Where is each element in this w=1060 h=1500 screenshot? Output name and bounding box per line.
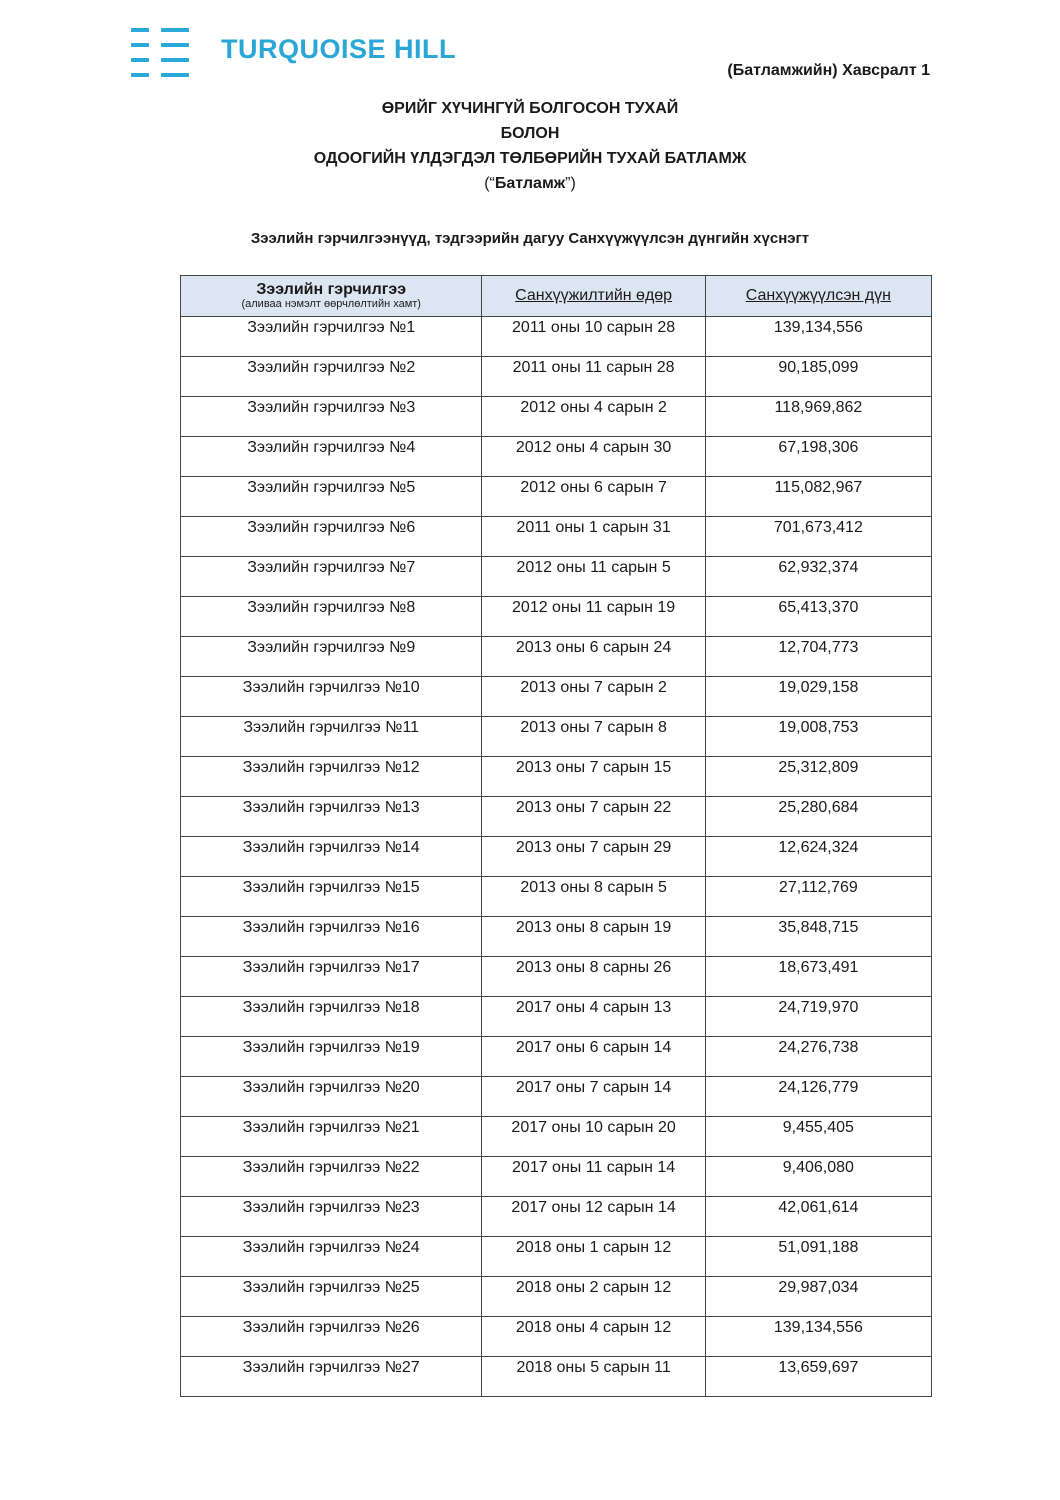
table-row — [181, 1317, 932, 1357]
column-header-date: Санхүүжилтийн өдөр — [482, 276, 705, 317]
cell-certificate: Зээлийн гэрчилгээ №18 — [181, 997, 482, 1037]
cell-amount: 51,091,188 — [705, 1237, 931, 1277]
table-row — [181, 557, 932, 597]
cell-date: 2013 оны 7 сарын 8 — [482, 717, 705, 757]
table-row — [181, 997, 932, 1037]
cell-date: 2013 оны 8 сарын 19 — [482, 917, 705, 957]
cell-amount: 13,659,697 — [705, 1357, 931, 1397]
cell-certificate: Зээлийн гэрчилгээ №6 — [181, 517, 482, 557]
table-row — [181, 597, 932, 637]
cell-amount: 19,008,753 — [705, 717, 931, 757]
cell-certificate: Зээлийн гэрчилгээ №16 — [181, 917, 482, 957]
cell-amount: 62,932,374 — [705, 557, 931, 597]
table-row — [181, 1077, 932, 1117]
cell-certificate: Зээлийн гэрчилгээ №21 — [181, 1117, 482, 1157]
cell-amount: 29,987,034 — [705, 1277, 931, 1317]
cell-certificate: Зээлийн гэрчилгээ №25 — [181, 1277, 482, 1317]
cell-date: 2012 оны 11 сарын 5 — [482, 557, 705, 597]
cell-date: 2013 оны 7 сарын 15 — [482, 757, 705, 797]
cell-date: 2017 оны 4 сарын 13 — [482, 997, 705, 1037]
table-row — [181, 917, 932, 957]
cell-amount: 18,673,491 — [705, 957, 931, 997]
table-row — [181, 437, 932, 477]
cell-certificate: Зээлийн гэрчилгээ №1 — [181, 317, 482, 357]
table-row — [181, 397, 932, 437]
cell-amount: 35,848,715 — [705, 917, 931, 957]
cell-date: 2017 оны 6 сарын 14 — [482, 1037, 705, 1077]
cell-certificate: Зээлийн гэрчилгээ №19 — [181, 1037, 482, 1077]
cell-date: 2012 оны 6 сарын 7 — [482, 477, 705, 517]
title-line-4: (“Батламж”) — [484, 175, 576, 192]
cell-certificate: Зээлийн гэрчилгээ №22 — [181, 1157, 482, 1197]
cell-date: 2017 оны 11 сарын 14 — [482, 1157, 705, 1197]
cell-certificate: Зээлийн гэрчилгээ №8 — [181, 597, 482, 637]
cell-certificate: Зээлийн гэрчилгээ №5 — [181, 477, 482, 517]
cell-amount: 12,704,773 — [705, 637, 931, 677]
table-row — [181, 797, 932, 837]
column-header-certificate: Зээлийн гэрчилгээ (аливаа нэмэлт өөрчлөлтийн хамт) — [181, 276, 482, 317]
table-row — [181, 1037, 932, 1077]
cell-certificate: Зээлийн гэрчилгээ №4 — [181, 437, 482, 477]
cell-amount: 25,312,809 — [705, 757, 931, 797]
cell-certificate: Зээлийн гэрчилгээ №27 — [181, 1357, 482, 1397]
table-row — [181, 1277, 932, 1317]
cell-date: 2018 оны 2 сарын 12 — [482, 1277, 705, 1317]
cell-date: 2017 оны 10 сарын 20 — [482, 1117, 705, 1157]
column-header-amount: Санхүүжүүлсэн дүн — [705, 276, 931, 317]
turquoise-hill-logo-icon — [131, 26, 189, 78]
table-row — [181, 637, 932, 677]
cell-certificate: Зээлийн гэрчилгээ №7 — [181, 557, 482, 597]
title-line-3: ОДООГИЙН ҮЛДЭГДЭЛ ТӨЛБӨРИЙН ТУХАЙ БАТЛАМЖ — [313, 150, 747, 167]
cell-certificate: Зээлийн гэрчилгээ №3 — [181, 397, 482, 437]
cell-certificate: Зээлийн гэрчилгээ №15 — [181, 877, 482, 917]
cell-amount: 25,280,684 — [705, 797, 931, 837]
table-row — [181, 957, 932, 997]
column-header-certificate-note: (аливаа нэмэлт өөрчлөлтийн хамт) — [241, 297, 421, 310]
title-line-1: ӨРИЙГ ХҮЧИНГҮЙ БОЛГОСОН ТУХАЙ — [381, 100, 679, 117]
table-row — [181, 517, 932, 557]
cell-date: 2018 оны 4 сарын 12 — [482, 1317, 705, 1357]
cell-date: 2013 оны 8 сарны 26 — [482, 957, 705, 997]
cell-certificate: Зээлийн гэрчилгээ №13 — [181, 797, 482, 837]
loan-certificates-table — [180, 275, 932, 1397]
document-title — [0, 96, 1060, 196]
table-row — [181, 757, 932, 797]
annex-label: (Батламжийн) Хавсралт 1 — [727, 62, 930, 79]
cell-amount: 139,134,556 — [705, 317, 931, 357]
table-row — [181, 1357, 932, 1397]
logo-text: TURQUOISE HILL — [221, 34, 456, 64]
cell-amount: 12,624,324 — [705, 837, 931, 877]
table-header-row — [181, 276, 932, 317]
cell-amount: 118,969,862 — [705, 397, 931, 437]
company-logo — [131, 24, 456, 80]
cell-amount: 139,134,556 — [705, 1317, 931, 1357]
table-caption: Зээлийн гэрчилгээнүүд, тэдгээрийн дагуу Санхүүжүүлсэн дүнгийн хүснэгт — [250, 230, 810, 247]
cell-date: 2013 оны 7 сарын 2 — [482, 677, 705, 717]
cell-certificate: Зээлийн гэрчилгээ №20 — [181, 1077, 482, 1117]
cell-date: 2012 оны 4 сарын 2 — [482, 397, 705, 437]
cell-amount: 19,029,158 — [705, 677, 931, 717]
cell-date: 2013 оны 7 сарын 22 — [482, 797, 705, 837]
cell-amount: 701,673,412 — [705, 517, 931, 557]
cell-certificate: Зээлийн гэрчилгээ №11 — [181, 717, 482, 757]
cell-certificate: Зээлийн гэрчилгээ №9 — [181, 637, 482, 677]
table-row — [181, 717, 932, 757]
cell-amount: 65,413,370 — [705, 597, 931, 637]
table-row — [181, 1117, 932, 1157]
table-row — [181, 1157, 932, 1197]
cell-amount: 9,455,405 — [705, 1117, 931, 1157]
cell-certificate: Зээлийн гэрчилгээ №14 — [181, 837, 482, 877]
table-row — [181, 1197, 932, 1237]
cell-date: 2011 оны 1 сарын 31 — [482, 517, 705, 557]
table-row — [181, 877, 932, 917]
cell-date: 2011 оны 10 сарын 28 — [482, 317, 705, 357]
cell-date: 2017 оны 12 сарын 14 — [482, 1197, 705, 1237]
cell-certificate: Зээлийн гэрчилгээ №12 — [181, 757, 482, 797]
table-row — [181, 357, 932, 397]
cell-amount: 67,198,306 — [705, 437, 931, 477]
cell-certificate: Зээлийн гэрчилгээ №23 — [181, 1197, 482, 1237]
cell-date: 2012 оны 4 сарын 30 — [482, 437, 705, 477]
cell-certificate: Зээлийн гэрчилгээ №26 — [181, 1317, 482, 1357]
cell-amount: 90,185,099 — [705, 357, 931, 397]
cell-amount: 115,082,967 — [705, 477, 931, 517]
title-line-2: БОЛОН — [500, 125, 560, 142]
cell-date: 2011 оны 11 сарын 28 — [482, 357, 705, 397]
cell-amount: 9,406,080 — [705, 1157, 931, 1197]
table-row — [181, 837, 932, 877]
table-row — [181, 1237, 932, 1277]
cell-date: 2013 оны 8 сарын 5 — [482, 877, 705, 917]
cell-date: 2017 оны 7 сарын 14 — [482, 1077, 705, 1117]
cell-date: 2018 оны 5 сарын 11 — [482, 1357, 705, 1397]
table-row — [181, 477, 932, 517]
cell-date: 2012 оны 11 сарын 19 — [482, 597, 705, 637]
cell-amount: 24,126,779 — [705, 1077, 931, 1117]
cell-date: 2013 оны 7 сарын 29 — [482, 837, 705, 877]
cell-certificate: Зээлийн гэрчилгээ №24 — [181, 1237, 482, 1277]
cell-certificate: Зээлийн гэрчилгээ №2 — [181, 357, 482, 397]
cell-date: 2013 оны 6 сарын 24 — [482, 637, 705, 677]
table-row — [181, 677, 932, 717]
cell-certificate: Зээлийн гэрчилгээ №10 — [181, 677, 482, 717]
cell-amount: 27,112,769 — [705, 877, 931, 917]
cell-certificate: Зээлийн гэрчилгээ №17 — [181, 957, 482, 997]
cell-amount: 42,061,614 — [705, 1197, 931, 1237]
cell-date: 2018 оны 1 сарын 12 — [482, 1237, 705, 1277]
table-row — [181, 317, 932, 357]
cell-amount: 24,276,738 — [705, 1037, 931, 1077]
cell-amount: 24,719,970 — [705, 997, 931, 1037]
